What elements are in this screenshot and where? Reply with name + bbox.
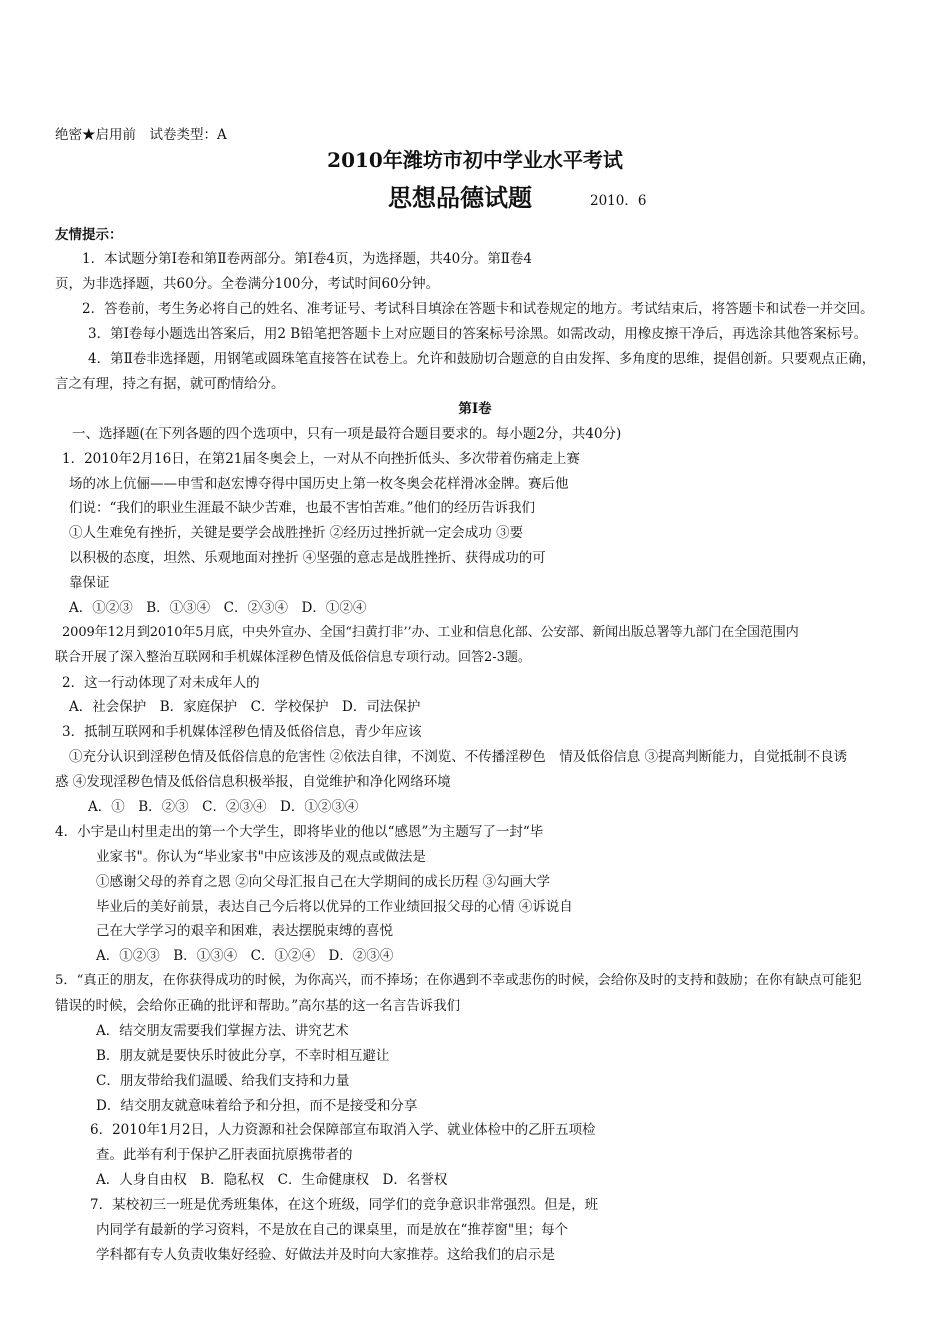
notice-line: 4．第Ⅱ卷非选择题，用钢笔或圆珠笔直接答在试卷上。允许和鼓励切合题意的自由发挥、多角度的思维，提倡创新。只要观点正确，	[88, 351, 876, 367]
material-text: 联合开展了深入整治互联网和手机媒体淫秽色情及低俗信息专项行动。回答2-3题。	[55, 650, 531, 665]
q7-stem: 学科都有专人负责收集好经验、好做法并及时向大家推荐。这给我们的启示是	[96, 1247, 555, 1263]
q1-statements: ①人生难免有挫折，关键是要学会战胜挫折 ②经历过挫折就一定会成功 ③要	[69, 525, 524, 541]
q4-stem: 4．小宇是山村里走出的第一个大学生，即将毕业的他以“感恩”为主题写了一封“毕	[55, 824, 544, 840]
q3-statements: 惑 ④发现淫秽色情及低俗信息积极举报，自觉维护和净化网络环境	[55, 774, 451, 790]
q4-statements: 己在大学学习的艰辛和困难，表达摆脱束缚的喜悦	[96, 923, 393, 939]
q2-options: A．社会保护 B．家庭保护 C．学校保护 D．司法保护	[69, 699, 421, 715]
exam-title: 2010年潍坊市初中学业水平考试	[327, 148, 623, 172]
q3-statements: ①充分认识到淫秽色情及低俗信息的危害性 ②依法自律，不浏览、不传播淫秽色 情及低俗信息 ③提高判断能力，自觉抵制不良诱	[69, 749, 848, 765]
notice-line: 2．答卷前，考生务必将自己的姓名、准考证号、考试科目填涂在答题卡和试卷规定的地方。考试结束后，将答题卡和试卷一并交回。	[82, 301, 874, 317]
classification-line: 绝密★启用前 试卷类型：A	[55, 127, 227, 143]
q7-stem: 7．某校初三一班是优秀班集体，在这个班级，同学们的竞争意识非常强烈。但是，班	[90, 1197, 599, 1213]
notice-line: 3．第Ⅰ卷每小题选出答案后，用2 B铅笔把答题卡上对应题目的答案标号涂黑。如需改动，用橡皮擦干净后，再选涂其他答案标号。	[88, 326, 868, 342]
q1-stem: 们说：“我们的职业生涯最不缺少苦难，也最不害怕苦难。”他们的经历告诉我们	[69, 500, 536, 516]
q1-options: A．①②③ B．①③④ C．②③④ D．①②④	[69, 600, 367, 616]
q1-stem: 场的冰上伉俪——申雪和赵宏博夺得中国历史上第一枚冬奥会花样滑冰金牌。赛后他	[69, 476, 569, 492]
q4-statements: ①感谢父母的养育之恩 ②向父母汇报自己在大学期间的成长历程 ③勾画大学	[96, 874, 551, 890]
q5-stem: 5．“真正的朋友，在你获得成功的时候，为你高兴，而不捧场；在你遇到不幸或悲伤的时候，会给你及时的支持和鼓励；在你有缺点可能犯	[55, 973, 862, 988]
material-text: 2009年12月到2010年5月底，中央外宣办、全国“扫黄打非’’办、工业和信息化部、公安部、新闻出版总署等九部门在全国范围内	[62, 625, 799, 640]
q2-stem: 2．这一行动体现了对未成年人的	[62, 675, 260, 691]
q3-options: A．① B．②③ C．②③④ D．①②③④	[88, 799, 359, 815]
notice-line: 言之有理，持之有据，就可酌情给分。	[55, 376, 285, 392]
section-intro: 一、选择题(在下列各题的四个选项中，只有一项是最符合题目要求的。每小题2分，共40分)	[72, 426, 622, 442]
q3-stem: 3．抵制互联网和手机媒体淫秽色情及低俗信息，青少年应该	[62, 724, 422, 740]
q6-stem: 查。此举有利于保护乙肝表面抗原携带者的	[96, 1147, 353, 1163]
q7-stem: 内同学有最新的学习资料，不是放在自己的课桌里，而是放在“推荐窗"里；每个	[96, 1222, 569, 1238]
q1-statements: 以积极的态度，坦然、乐观地面对挫折 ④坚强的意志是战胜挫折、获得成功的可	[69, 550, 546, 566]
q1-statements: 靠保证	[69, 575, 110, 591]
section-title: 第Ⅰ卷	[458, 401, 492, 417]
q5-option-b: B．朋友就是要快乐时彼此分享，不幸时相互避让	[96, 1048, 390, 1064]
q1-stem: 1．2010年2月16日，在第21届冬奥会上，一对从不向挫折低头、多次带着伤痛走上赛	[62, 451, 580, 467]
q5-option-d: D．结交朋友就意味着给予和分担，而不是接受和分享	[96, 1098, 418, 1114]
q6-stem: 6．2010年1月2日，人力资源和社会保障部宣布取消入学、就业体检中的乙肝五项检	[90, 1122, 596, 1138]
notice-heading: 友情提示：	[55, 227, 123, 243]
q5-option-a: A．结交朋友需要我们掌握方法、讲究艺术	[96, 1023, 349, 1039]
q5-option-c: C．朋友带给我们温暖、给我们支持和力量	[96, 1073, 350, 1089]
q4-options: A．①②③ B．①③④ C．①②④ D．②③④	[96, 948, 394, 964]
notice-line: 页，为非选择题，共60分。全卷满分100分，考试时间60分钟。	[55, 276, 440, 292]
q5-stem: 错误的时候，会给你正确的批评和帮助。”高尔基的这一名言告诉我们	[55, 998, 461, 1014]
exam-date: 2010．6	[590, 193, 647, 209]
q4-statements: 毕业后的美好前景，表达自己今后将以优异的工作业绩回报父母的心情 ④诉说自	[96, 899, 573, 915]
q6-options: A．人身自由权 B．隐私权 C．生命健康权 D．名誉权	[96, 1172, 448, 1188]
notice-line: 1．本试题分第Ⅰ卷和第Ⅱ卷两部分。第Ⅰ卷4页，为选择题，共40分。第Ⅱ卷4	[82, 251, 532, 267]
q4-stem: 业家书"。你认为“毕业家书"中应该涉及的观点或做法是	[96, 849, 426, 865]
exam-subtitle: 思想品德试题	[388, 183, 532, 212]
